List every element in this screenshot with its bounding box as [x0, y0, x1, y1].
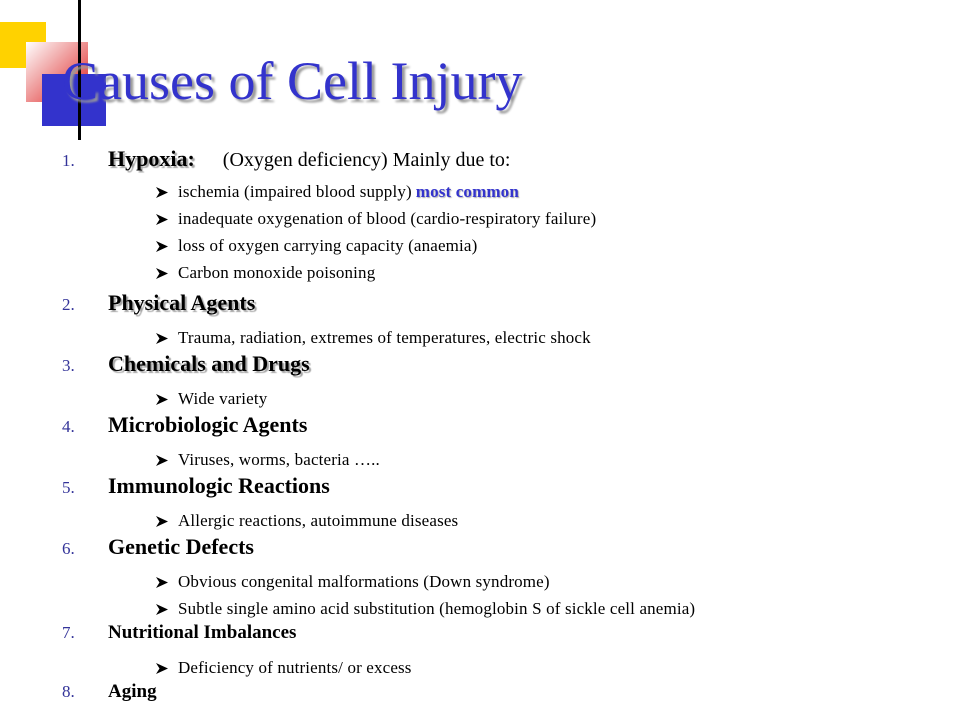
slide-title: Causes of Cell Injury	[62, 51, 523, 111]
item-number: 3.	[62, 356, 75, 375]
item-heading: Microbiologic Agents	[108, 412, 308, 437]
sub-list	[62, 178, 942, 286]
sub-item	[156, 324, 942, 351]
sub-item	[156, 446, 942, 473]
item-heading: Hypoxia:	[108, 146, 195, 171]
sub-item	[156, 232, 942, 259]
sub-item-text: Deficiency of nutrients/ or excess	[178, 658, 412, 677]
arrow-right-icon	[156, 187, 168, 198]
sub-item	[156, 259, 942, 286]
sub-item	[156, 595, 942, 622]
item-number: 5.	[62, 478, 75, 497]
item-heading: Chemicals and Drugs	[108, 351, 310, 376]
arrow-right-icon	[156, 577, 168, 588]
causes-list	[62, 146, 942, 711]
item-number: 7.	[62, 623, 75, 642]
sub-item-text: ischemia (impaired blood supply)	[178, 182, 412, 201]
cause-item-nutritional-imbalances	[62, 622, 942, 681]
sub-item-text: inadequate oxygenation of blood (cardio-respiratory failure)	[178, 209, 597, 228]
arrow-right-icon	[156, 333, 168, 344]
sub-list	[62, 324, 942, 351]
item-heading: Physical Agents	[108, 290, 256, 315]
item-heading: Aging	[108, 681, 157, 702]
item-description: (Oxygen deficiency) Mainly due to:	[222, 149, 511, 171]
sub-item-text: Subtle single amino acid substitution (hemoglobin S of sickle cell anemia)	[178, 599, 696, 618]
sub-list	[62, 654, 942, 681]
sub-item	[156, 205, 942, 232]
sub-item-text: loss of oxygen carrying capacity (anaemia)	[178, 236, 478, 255]
sub-item	[156, 507, 942, 534]
cause-item-physical-agents	[62, 290, 942, 351]
sub-item	[156, 568, 942, 595]
sub-item	[156, 654, 942, 681]
sub-item	[156, 178, 942, 205]
item-number: 1.	[62, 151, 75, 170]
arrow-right-icon	[156, 455, 168, 466]
sub-list	[62, 446, 942, 473]
cause-item-chemicals-and-drugs	[62, 351, 942, 412]
arrow-right-icon	[156, 663, 168, 674]
item-heading: Immunologic Reactions	[108, 473, 330, 498]
sub-item-text: Trauma, radiation, extremes of temperatures, electric shock	[178, 328, 591, 347]
cause-item-hypoxia	[62, 146, 942, 286]
sub-list	[62, 507, 942, 534]
item-number: 6.	[62, 539, 75, 558]
arrow-right-icon	[156, 241, 168, 252]
arrow-right-icon	[156, 516, 168, 527]
arrow-right-icon	[156, 214, 168, 225]
sub-item-emphasis: most common	[415, 182, 519, 201]
sub-item-text: Allergic reactions, autoimmune diseases	[178, 511, 459, 530]
arrow-right-icon	[156, 394, 168, 405]
item-number: 8.	[62, 682, 75, 701]
item-heading: Nutritional Imbalances	[108, 622, 297, 643]
sub-item-text: Wide variety	[178, 389, 268, 408]
cause-item-microbiologic-agents	[62, 412, 942, 473]
cause-item-immunologic-reactions	[62, 473, 942, 534]
item-number: 2.	[62, 295, 75, 314]
sub-item-text: Viruses, worms, bacteria …..	[178, 450, 380, 469]
sub-list	[62, 385, 942, 412]
sub-item-text: Obvious congenital malformations (Down syndrome)	[178, 572, 550, 591]
item-number: 4.	[62, 417, 75, 436]
arrow-right-icon	[156, 604, 168, 615]
sub-list	[62, 568, 942, 622]
item-heading: Genetic Defects	[108, 534, 254, 559]
arrow-right-icon	[156, 268, 168, 279]
sub-item-text: Carbon monoxide poisoning	[178, 263, 376, 282]
sub-item	[156, 385, 942, 412]
cause-item-aging	[62, 681, 942, 711]
cause-item-genetic-defects	[62, 534, 942, 622]
